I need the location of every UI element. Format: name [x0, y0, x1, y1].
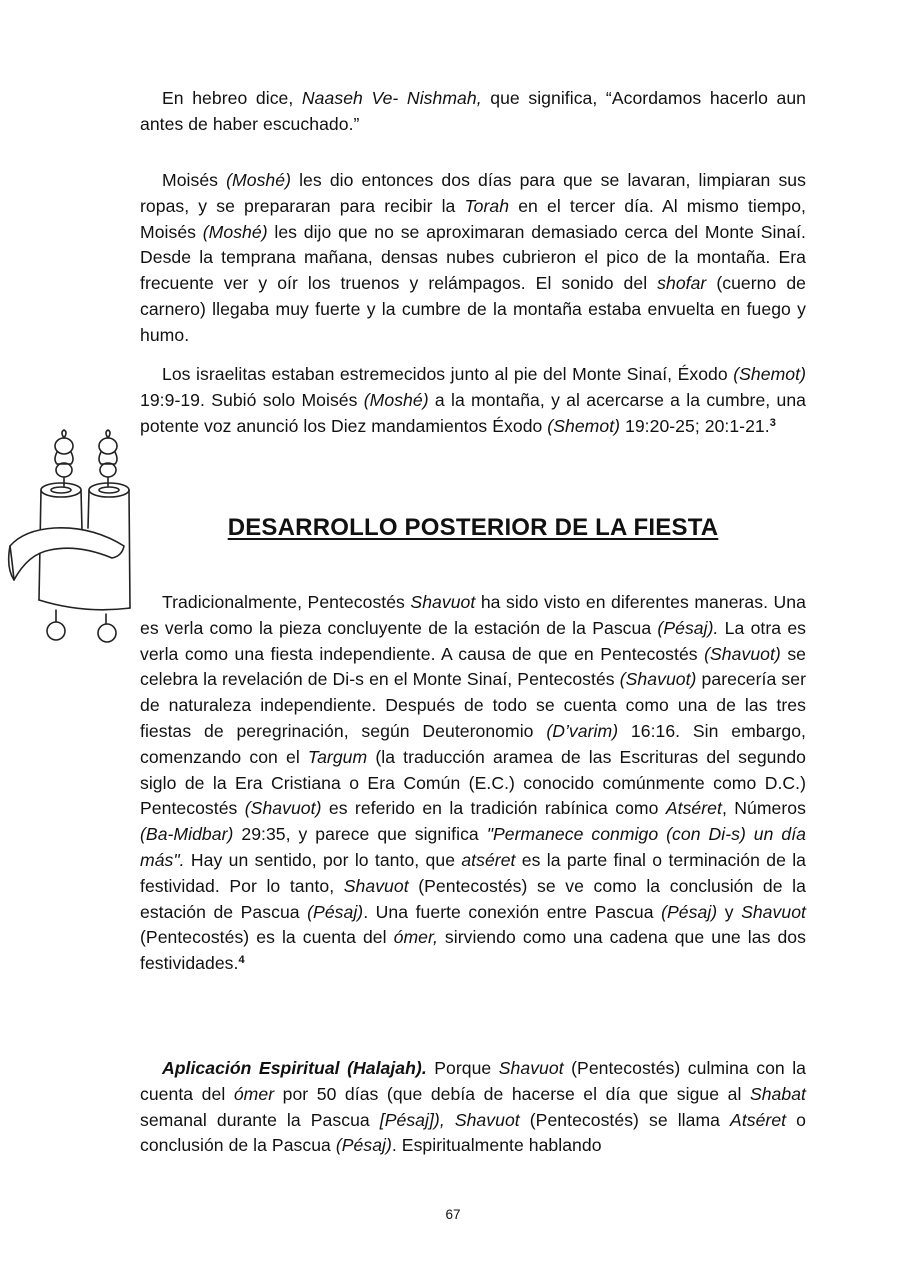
text-run: ómer, — [393, 927, 438, 948]
text-run: es referido en la tradición rabínica como — [321, 798, 666, 819]
page-number: 67 — [445, 1207, 461, 1222]
section-heading: DESARROLLO POSTERIOR DE LA FIESTA — [227, 514, 719, 541]
text-run: se celebra la revelación de Di-s en el Monte Sinaí, Pentecostés — [140, 643, 807, 690]
text-run: "Permanece conmigo (con Di-s) un día más". — [140, 824, 806, 870]
text-run: (la traducción aramea de las Escrituras del segundo siglo de la Era Cristiana o Era Común (E.C.) conocido comúnmente como D.C.) Pentecostés — [140, 746, 806, 819]
text-run: (Pentecostés) culmina con la cuenta del — [140, 1058, 806, 1104]
text-run: Shavuot — [343, 875, 409, 896]
text-run: Shabat — [749, 1083, 806, 1104]
text-run: La otra es verla como una fiesta independiente. A causa de que en Pentecostés — [140, 617, 807, 664]
text-run: . Espiritualmente hablando — [391, 1135, 602, 1156]
text-run: (Pésaj) — [307, 901, 364, 922]
text-run: ómer — [233, 1083, 275, 1104]
footnote-ref: 3 — [769, 416, 776, 429]
text-run: (Ba-Midbar) — [140, 824, 234, 845]
text-run: Moisés — [162, 170, 227, 190]
paragraph-aplicacion-espiritual — [140, 1056, 806, 1159]
text-run: (Moshé) — [226, 170, 291, 190]
text-run: (D’varim) — [546, 720, 619, 741]
text-run: Shavuot — [410, 592, 476, 612]
paragraph-moshe-preparation — [140, 168, 806, 349]
text-run: Shavuot — [741, 901, 806, 922]
text-run: [Pésaj]), — [379, 1109, 445, 1130]
text-run: a la montaña, y al acercarse a la cumbre, una potente voz anunció los Diez mandamientos Éxodo — [140, 389, 807, 436]
text-run: (Pésaj) — [335, 1135, 392, 1156]
text-run: Aplicación Espiritual (Halajah). — [162, 1058, 427, 1078]
text-run: Atséret — [730, 1109, 787, 1130]
text-run: (Pésaj) — [661, 901, 718, 922]
text-run: (Shemot) — [547, 415, 621, 436]
text-run: (cuerno de carnero) llegaba muy fuerte y la cumbre de la montaña estaba envuelta en fuego y humo. — [140, 273, 806, 345]
text-run: (Shavuot) — [619, 669, 697, 690]
paragraph-naaseh — [140, 86, 806, 138]
text-run: Hay un sentido, por lo tanto, que — [184, 849, 462, 870]
text-run: o conclusión de la Pascua — [140, 1109, 806, 1156]
text-run: (Shavuot) — [704, 643, 781, 664]
torah-scroll-and-shofar-icon — [6, 428, 182, 648]
text-run: parecería ser de naturaleza independiente. Después de todo se cuenta como una de las tres fiestas de peregrinación, según Deuteronomio — [140, 669, 806, 741]
text-run: 19:9-19. Subió solo Moisés — [140, 389, 364, 410]
text-run: shofar — [657, 273, 707, 294]
text-run: Shavuot — [498, 1058, 564, 1078]
text-run: 29:35, y parece que significa — [233, 824, 487, 845]
text-run: (Pentecostés) se llama — [519, 1109, 731, 1130]
text-run — [445, 1110, 455, 1130]
text-run: Atséret — [665, 798, 722, 819]
text-run: Los israelitas estaban estremecidos junto al pie del Monte Sinaí, Éxodo — [162, 364, 734, 384]
text-run: (Moshé) — [363, 389, 429, 410]
text-run: ha sido visto en diferentes maneras. Una es verla como la pieza concluyente de la estación de la Pascua — [140, 592, 806, 638]
text-run: . Una fuerte conexión entre Pascua — [363, 901, 662, 922]
paragraph-tradicionalmente — [140, 590, 806, 977]
text-run: les dijo que no se aproximaran demasiado cerca del Monte Sinaí. Desde la temprana mañana, densas nubes cubrieron el pico de la montaña. Era frecuente ver y oír los truenos y relámpagos. El sonido del — [140, 221, 806, 294]
paragraph-israelitas-sinai — [140, 362, 806, 439]
text-run: atséret — [461, 849, 516, 870]
text-run: Tradicionalmente, Pentecostés — [162, 592, 411, 612]
text-run: que significa, “Acordamos hacerlo aun antes de haber escuchado.” — [140, 88, 807, 134]
text-run: (Pésaj). — [657, 617, 719, 638]
text-run: es la parte final o terminación de la festividad. Por lo tanto, — [140, 849, 806, 896]
text-run: por 50 días (que debía de hacerse el día que sigue al — [274, 1083, 750, 1104]
footnote-ref: 4 — [238, 954, 245, 967]
text-run: (Shemot) — [733, 364, 806, 384]
text-run: Torah — [464, 195, 510, 216]
text-run: (Shavuot) — [244, 798, 322, 819]
text-run: Shavuot — [454, 1109, 520, 1130]
text-run: , Números — [721, 798, 806, 819]
text-run: semanal durante la Pascua — [140, 1109, 380, 1130]
text-run: 16:16. Sin embargo, comenzando con el — [140, 720, 806, 767]
text-run: En hebreo dice, — [162, 88, 302, 108]
text-run: (Moshé) — [202, 221, 268, 242]
text-run: (Pentecostés) es la cuenta del — [140, 927, 394, 948]
text-run: les dio entonces dos días para que se lavaran, limpiaran sus ropas, y se prepararan para recibir la — [140, 170, 806, 216]
text-run: en el tercer día. Al mismo tiempo, Moisés — [140, 195, 806, 242]
text-run: (Pentecostés) se ve como la conclusión de la estación de Pascua — [140, 875, 806, 922]
text-run: y — [717, 901, 742, 922]
text-run: Porque — [426, 1058, 499, 1078]
text-run: Targum — [307, 746, 368, 767]
text-run: sirviendo como una cadena que une las dos festividades. — [140, 927, 806, 974]
text-run: 19:20-25; 20:1-21. — [620, 415, 770, 436]
text-run: Naaseh Ve- Nishmah, — [301, 88, 482, 108]
